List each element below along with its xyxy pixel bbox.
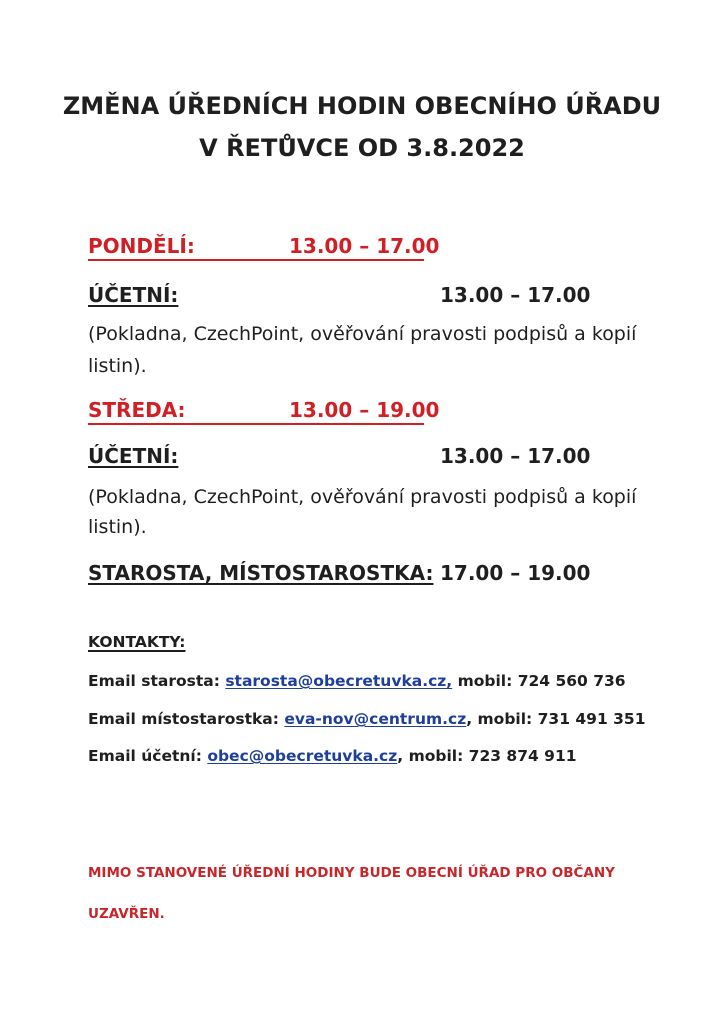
monday-accountant-label: ÚČETNÍ: [88,283,179,307]
wednesday-hours: 13.00 – 19.00 [289,398,440,422]
contact-suffix: , mobil: 723 874 911 [397,747,577,765]
closed-notice-line-1: MIMO STANOVENÉ ÚŘEDNÍ HODINY BUDE OBECNÍ ÚŘAD PRO OBČANY [88,865,615,881]
monday-note-line-1: (Pokladna, CzechPoint, ověřování pravosti podpisů a kopií [88,323,637,345]
monday-underline [88,259,424,261]
monday-accountant-hours: 13.00 – 17.00 [440,283,591,307]
page-title-line-2: V ŘETŮVCE OD 3.8.2022 [199,134,525,162]
wednesday-note-line-2: listin). [88,516,147,538]
contact-suffix: , mobil: 731 491 351 [466,710,646,728]
mayor-hours: 17.00 – 19.00 [440,561,591,585]
email-link-mistostarostka[interactable]: eva-nov@centrum.cz [284,710,467,728]
contacts-heading: KONTAKTY: [88,633,186,651]
closed-notice-line-2: UZAVŘEN. [88,906,165,922]
contact-prefix: Email místostarostka: [88,710,285,728]
page-title-line-1: ZMĚNA ÚŘEDNÍCH HODIN OBECNÍHO ÚŘADU [62,92,662,120]
monday-note-line-2: listin). [88,355,147,377]
contact-prefix: Email účetní: [88,747,208,765]
contact-row [88,747,577,765]
contact-suffix: mobil: 724 560 736 [452,672,626,690]
contact-prefix: Email starosta: [88,672,226,690]
wednesday-note-line-1: (Pokladna, CzechPoint, ověřování pravosti podpisů a kopií [88,486,637,508]
monday-hours: 13.00 – 17.00 [289,234,440,258]
contact-row [88,672,626,690]
wednesday-underline [88,423,424,425]
contact-row [88,710,646,728]
wednesday-accountant-hours: 13.00 – 17.00 [440,444,591,468]
wednesday-accountant-label: ÚČETNÍ: [88,444,179,468]
email-link-starosta[interactable]: starosta@obecretuvka.cz, [225,672,453,690]
monday-label: PONDĚLÍ: [88,234,195,258]
email-link-ucetni[interactable]: obec@obecretuvka.cz [207,747,398,765]
wednesday-label: STŘEDA: [88,398,186,422]
mayor-label: STAROSTA, MÍSTOSTAROSTKA: [88,561,434,585]
